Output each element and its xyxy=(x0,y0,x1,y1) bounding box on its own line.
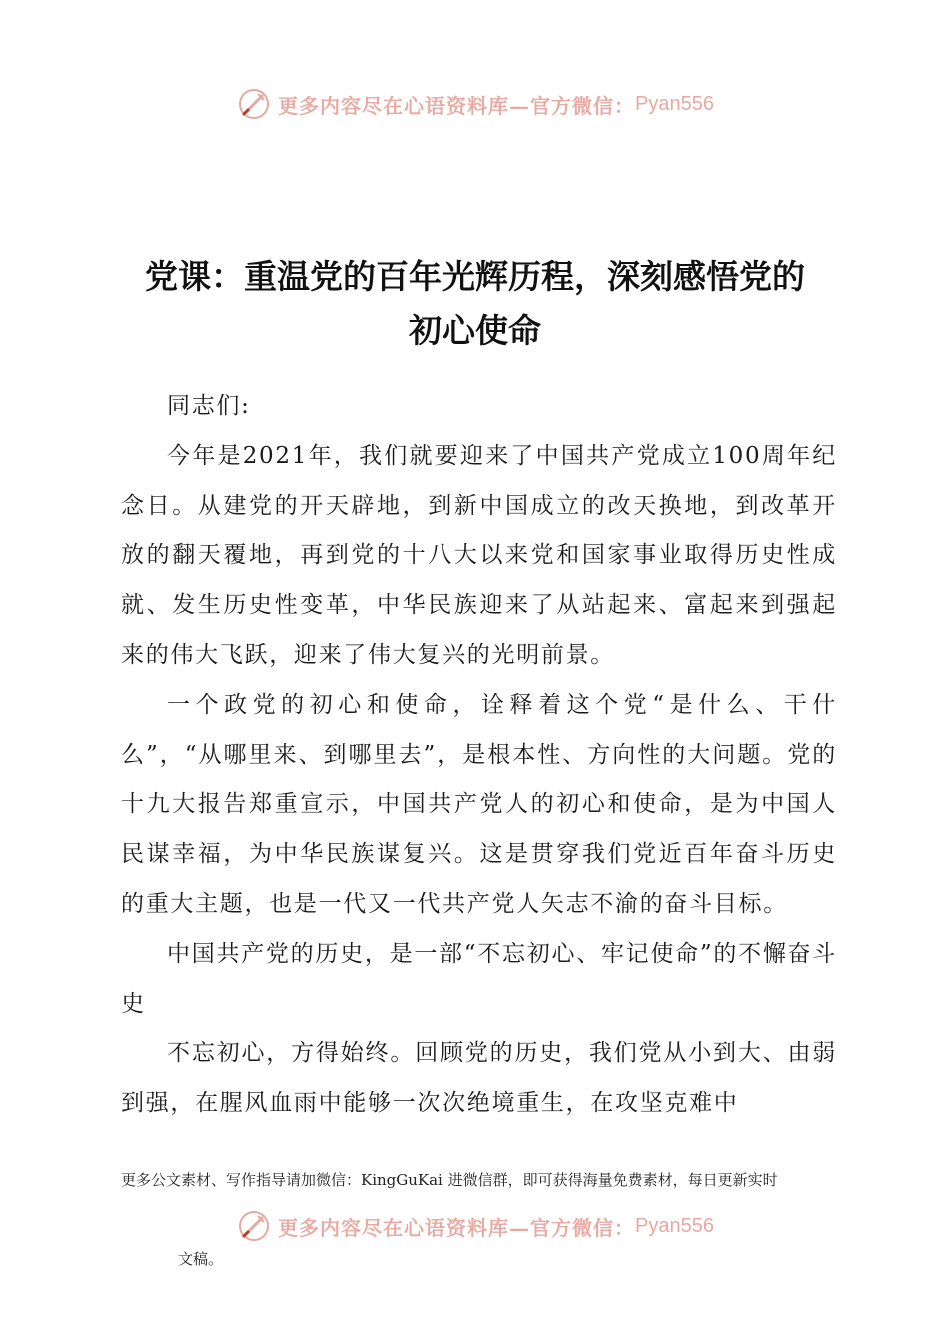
paragraph: 同志们: xyxy=(167,393,251,419)
watermark-wechat-id: Pyan556 xyxy=(635,92,714,115)
watermark-wechat-id: Pyan556 xyxy=(635,1214,714,1237)
pen-logo-icon xyxy=(236,86,272,122)
watermark-footer xyxy=(0,1208,950,1244)
paragraph: 中国共产党的历史，是一部“不忘初心、牢记使命”的不懈奋斗史 xyxy=(121,940,837,1017)
title-line-1: 党课：重温党的百年光辉历程，深刻感悟党的 xyxy=(145,257,805,296)
paragraph: 今年是2021年，我们就要迎来了中国共产党成立100周年纪念日。从建党的开天辟地，到新中国成立的改天换地，到改革开放的翻天覆地，再到党的十八大以来党和国家事业取得历史性成就、发生历史性变革，中华民族迎来了从站起来、富起来到强起来的伟大飞跃，迎来了伟大复兴的光明前景。 xyxy=(121,442,837,668)
watermark-text: 更多内容尽在心语资料库—官方微信： xyxy=(278,93,636,118)
footer-note: 更多公文素材、写作指导请加微信：KingGuKai 进微信群，即可获得海量免费素材，每日更新实时 xyxy=(121,1171,778,1189)
paragraph: 不忘初心，方得始终。回顾党的历史，我们党从小到大、由弱到强，在腥风血雨中能够一次次绝境重生，在攻坚克难中 xyxy=(121,1040,837,1117)
document-body xyxy=(121,382,837,1129)
watermark-text: 更多内容尽在心语资料库—官方微信： xyxy=(278,1215,636,1240)
document-title xyxy=(100,250,850,358)
pen-logo-icon xyxy=(236,1208,272,1244)
watermark-header xyxy=(0,86,950,122)
title-line-2: 初心使命 xyxy=(409,311,541,350)
footer-tail: 文稿。 xyxy=(178,1250,224,1268)
paragraph: 一个政党的初心和使命，诠释着这个党“是什么、干什么”，“从哪里来、到哪里去”，是根本性、方向性的大问题。党的十九大报告郑重宣示，中国共产党人的初心和使命，是为中国人民谋幸福，为中华民族谋复兴。这是贯穿我们党近百年奋斗历史的重大主题，也是一代又一代共产党人矢志不渝的奋斗目标。 xyxy=(121,691,837,917)
